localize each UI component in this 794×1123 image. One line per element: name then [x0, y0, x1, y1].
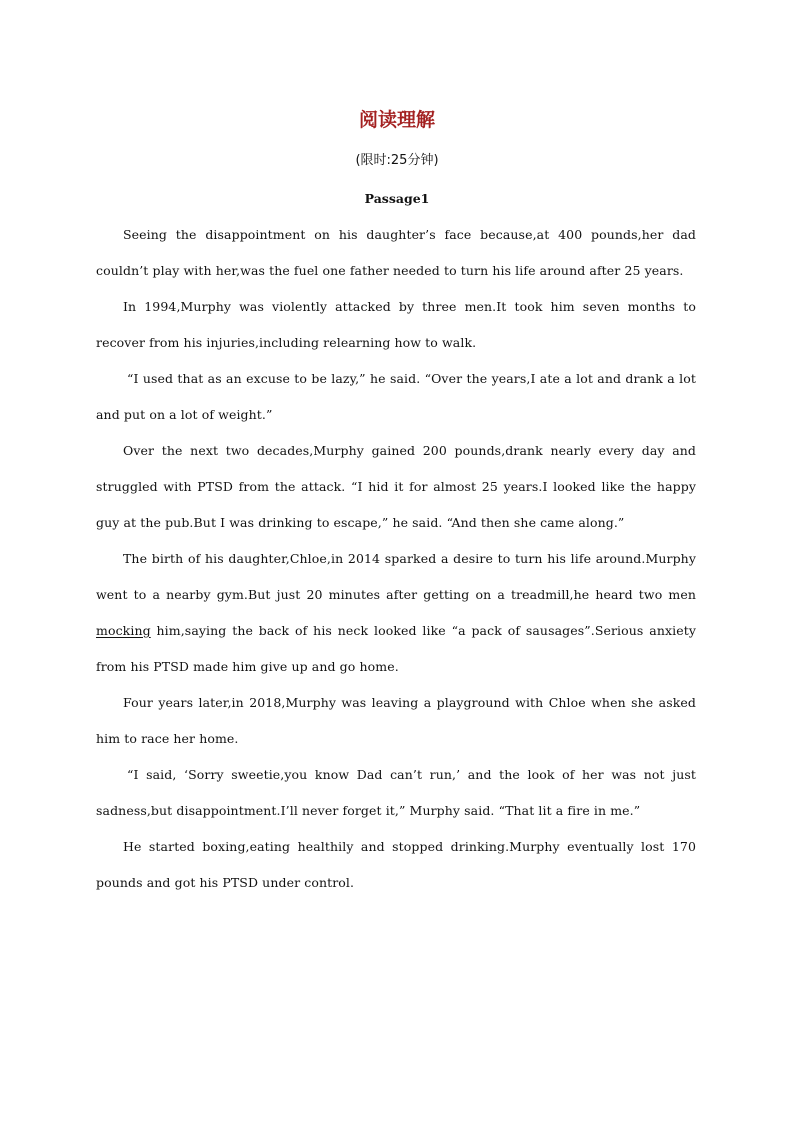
time-limit-subtitle: (限时:25分钟): [355, 153, 439, 168]
paragraph-7: “I said, ‘Sorry sweetie,you know Dad can’t run,’ and the look of her was not just sadness,but disappointment.I’ll never forget it,” Murphy said. “That lit a fire in me.”: [96, 767, 696, 818]
paragraph-1: Seeing the disappointment on his daughter’s face because,at 400 pounds,her dad couldn’t play with her,was the fuel one father needed to turn his life around after 25 years.: [96, 227, 696, 278]
paragraph-6: Four years later,in 2018,Murphy was leaving a playground with Chloe when she asked him to race her home.: [96, 695, 696, 746]
paragraph-5-before: The birth of his daughter,Chloe,in 2014 sparked a desire to turn his life around.Murphy went to a nearby gym.But just 20 minutes after getting on a treadmill,he heard two men: [96, 551, 696, 602]
paragraph-8: He started boxing,eating healthily and stopped drinking.Murphy eventually lost 170 pounds and got his PTSD under control.: [96, 839, 696, 890]
passage-body: [96, 217, 696, 901]
passage-heading: Passage1: [364, 191, 430, 206]
paragraph-2: In 1994,Murphy was violently attacked by three men.It took him seven months to recover from his injuries,including relearning how to walk.: [96, 299, 696, 350]
paragraph-4: Over the next two decades,Murphy gained 200 pounds,drank nearly every day and struggled with PTSD from the attack. “I hid it for almost 25 years.I looked like the happy guy at the pub.But I was drinking to escape,” he said. “And then she came along.”: [96, 443, 696, 530]
page-title: 阅读理解: [358, 109, 435, 131]
paragraph-5-after: him,saying the back of his neck looked like “a pack of sausages”.Serious anxiety from his PTSD made him give up and go home.: [96, 623, 696, 674]
paragraph-3: “I used that as an excuse to be lazy,” he said. “Over the years,I ate a lot and drank a lot and put on a lot of weight.”: [96, 371, 696, 422]
paragraph-5: [96, 541, 696, 685]
underlined-word: mocking: [96, 623, 151, 638]
